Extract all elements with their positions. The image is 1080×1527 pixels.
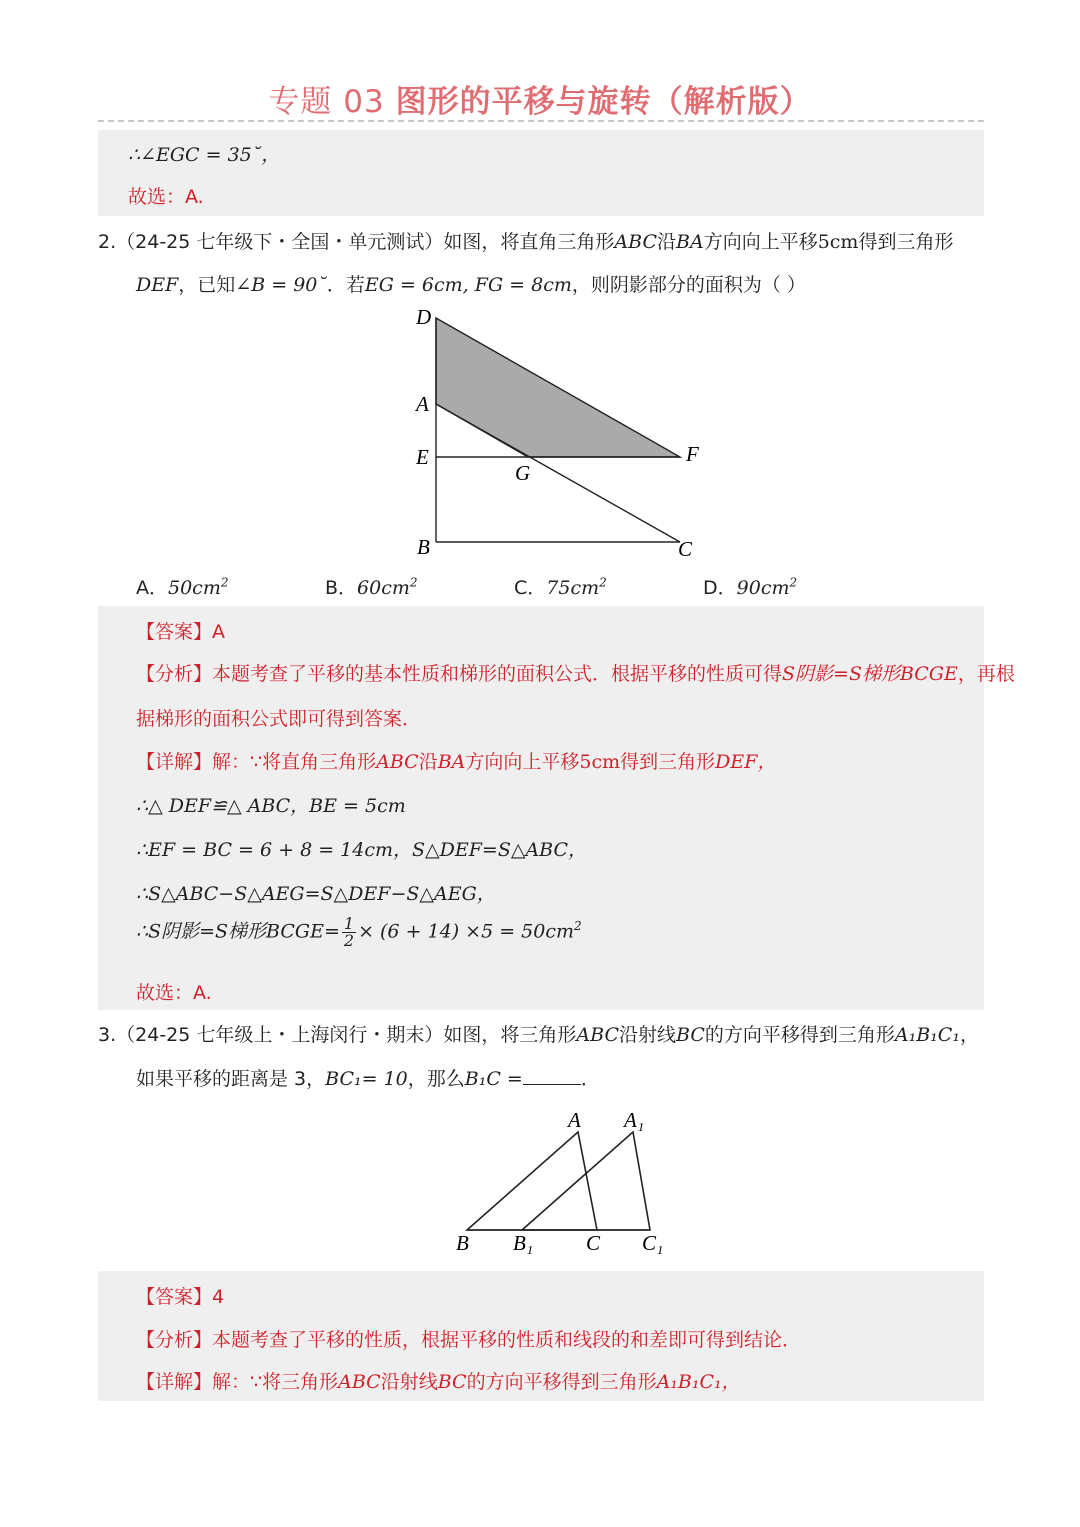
q2-answer: [136, 617, 225, 644]
q2-stem-b: 方向向上平移: [703, 231, 818, 253]
detail-abc: ABC: [376, 751, 419, 773]
q2-step-2: ∴EF = BC = 6 + 8 = 14cm，S△DEF=S△ABC，: [136, 839, 588, 861]
option-a-value: 50cm: [168, 577, 221, 599]
label-C: C: [586, 1231, 601, 1255]
q3-stem-c: 的方向平移得到三角形: [704, 1024, 895, 1046]
answer-tag: 【答案】: [136, 621, 213, 643]
detail-intro: 解：∵将三角形: [212, 1371, 339, 1393]
q2-step-4: [136, 916, 582, 949]
q2-option-b: [325, 573, 418, 600]
detail-get: 得到三角形: [620, 751, 716, 773]
detail-dir: 的方向平移得到三角形: [466, 1371, 657, 1393]
q2-dist: 5cm: [817, 231, 859, 253]
label-B: B: [417, 535, 430, 559]
label-G: G: [515, 461, 531, 485]
detail-a1b1c1: A₁B₁C₁，: [656, 1371, 741, 1393]
detail-ba: BA: [437, 751, 466, 773]
q3-abc: ABC: [576, 1024, 619, 1046]
q3-answer: [136, 1282, 224, 1309]
step4-tail: × (6 + 14) ×5 = 50cm: [358, 920, 574, 943]
q2-along: 沿: [656, 231, 676, 253]
q2-figure: [0, 300, 1080, 570]
page-title: [0, 76, 1080, 121]
detail-tag: 【详解】: [136, 751, 213, 773]
step4-lead: ∴S阴影=S梯形BCGE=: [136, 920, 340, 943]
q3-b1c: B₁C =: [464, 1068, 523, 1090]
header-divider: [98, 120, 984, 122]
option-a-letter: A．: [136, 577, 168, 599]
fraction-num: 1: [343, 914, 355, 933]
q2-def: DEF: [136, 274, 179, 296]
q2-line-2: [136, 270, 806, 297]
option-d-letter: D．: [703, 577, 737, 599]
option-c-exp: 2: [599, 575, 607, 590]
q2-analysis-1: [136, 659, 1015, 686]
detail-tag: 【详解】: [136, 1371, 213, 1393]
q2-option-a: [136, 573, 228, 600]
q3-analysis: [136, 1325, 801, 1352]
q3-comma: ，: [959, 1024, 979, 1046]
label-A: A: [416, 392, 429, 416]
fraction-half: [342, 916, 356, 949]
detail-bc: BC: [437, 1371, 467, 1393]
q3-bc1: BC₁= 10: [325, 1068, 408, 1090]
step4-exp: 2: [574, 919, 582, 934]
q3-bc: BC: [676, 1024, 705, 1046]
q2-option-d: [703, 573, 797, 600]
detail-along: 沿射线: [380, 1371, 438, 1393]
q3-line-1: [98, 1020, 979, 1047]
q2-ask: ，则阴影部分的面积为（ ）: [571, 274, 806, 296]
q2-analysis-2: 据梯形的面积公式即可得到答案．: [136, 708, 422, 730]
analysis-formula: S阴影=S梯形BCGE: [782, 663, 958, 685]
analysis-tag: 【分析】: [136, 663, 213, 685]
q3-a1b1c1: A₁B₁C₁: [894, 1024, 960, 1046]
title-lead: 专题 03: [268, 84, 385, 120]
option-d-value: 90cm: [736, 577, 790, 599]
q3-line2-a: 如果平移的距离是 3，: [136, 1068, 326, 1090]
answer-blank[interactable]: [523, 1066, 581, 1085]
q2-step-1: ∴△ DEF≌△ ABC，BE = 5cm: [136, 795, 406, 817]
analysis-text-b: ，再根: [957, 663, 1015, 685]
q3-source: （24-25 七年级上・上海闵行・期末）: [116, 1024, 444, 1046]
option-b-letter: B．: [325, 577, 358, 599]
detail-dist: 5cm: [579, 751, 621, 773]
label-A: A: [568, 1108, 581, 1132]
label-B1: B₁: [513, 1231, 534, 1255]
q2-stem-c: 得到三角形: [858, 231, 954, 253]
label-C1: C₁: [642, 1231, 664, 1255]
shaded-region: [436, 318, 680, 457]
detail-abc: ABC: [338, 1371, 381, 1393]
label-A1: A₁: [624, 1108, 645, 1132]
prev-choice: 故选：A.: [128, 186, 204, 208]
q3-stem-b: 沿射线: [618, 1024, 676, 1046]
q2-step-3: ∴S△ABC−S△AEG=S△DEF−S△AEG，: [136, 883, 496, 905]
label-F: F: [686, 442, 699, 466]
q2-choice: 故选：A.: [136, 982, 212, 1004]
analysis-text: 本题考查了平移的性质，根据平移的性质和线段的和差即可得到结论．: [212, 1329, 802, 1351]
triangle-A1B1C1: [522, 1132, 650, 1230]
label-E: E: [416, 445, 429, 469]
q2-line-1: [98, 227, 953, 254]
option-a-exp: 2: [220, 575, 229, 590]
detail-dir: 方向向上平移: [465, 751, 580, 773]
option-c-value: 75cm: [546, 577, 600, 599]
q2-stem-a: 如图，将直角三角形: [443, 231, 615, 253]
label-C: C: [678, 537, 693, 561]
analysis-tag: 【分析】: [136, 1329, 213, 1351]
title-main: 图形的平移与旋转（解析版）: [395, 84, 812, 120]
answer-tag: 【答案】: [136, 1286, 213, 1308]
option-c-letter: C．: [514, 577, 547, 599]
label-D: D: [416, 305, 432, 329]
label-B: B: [456, 1231, 469, 1255]
q2-source: （24-25 七年级下・全国・单元测试）: [116, 231, 444, 253]
prev-conclusion: ∴∠EGC = 35˘，: [128, 144, 281, 166]
analysis-text: 本题考查了平移的基本性质和梯形的面积公式．根据平移的性质可得: [212, 663, 783, 685]
q3-figure: [0, 1100, 1080, 1260]
q2-if: ．若: [326, 274, 365, 296]
q3-stem-a: 如图，将三角形: [443, 1024, 577, 1046]
detail-along: 沿: [418, 751, 438, 773]
q2-detail-1: [136, 747, 776, 774]
q2-angle: ∠B = 90˘: [235, 274, 327, 296]
q2-ba: BA: [676, 231, 704, 253]
q3-line2-end: ．: [580, 1068, 600, 1090]
q2-known: ，已知: [178, 274, 236, 296]
q2-abc: ABC: [614, 231, 657, 253]
q3-line2-b: ，那么: [407, 1068, 465, 1090]
option-b-value: 60cm: [357, 577, 410, 599]
q2-number: 2.: [98, 231, 117, 253]
q2-option-c: [514, 573, 607, 600]
q3-detail: [136, 1367, 741, 1394]
option-b-exp: 2: [409, 575, 418, 590]
q2-given: EG = 6cm, FG = 8cm: [364, 274, 572, 296]
detail-intro: 解：∵将直角三角形: [212, 751, 377, 773]
answer-value: A: [212, 621, 226, 643]
fraction-den: 2: [343, 931, 355, 950]
detail-def: DEF，: [715, 751, 777, 773]
q3-line-2: [136, 1064, 600, 1091]
answer-value: 4: [212, 1286, 225, 1308]
q3-number: 3.: [98, 1024, 117, 1046]
option-d-exp: 2: [789, 575, 798, 590]
